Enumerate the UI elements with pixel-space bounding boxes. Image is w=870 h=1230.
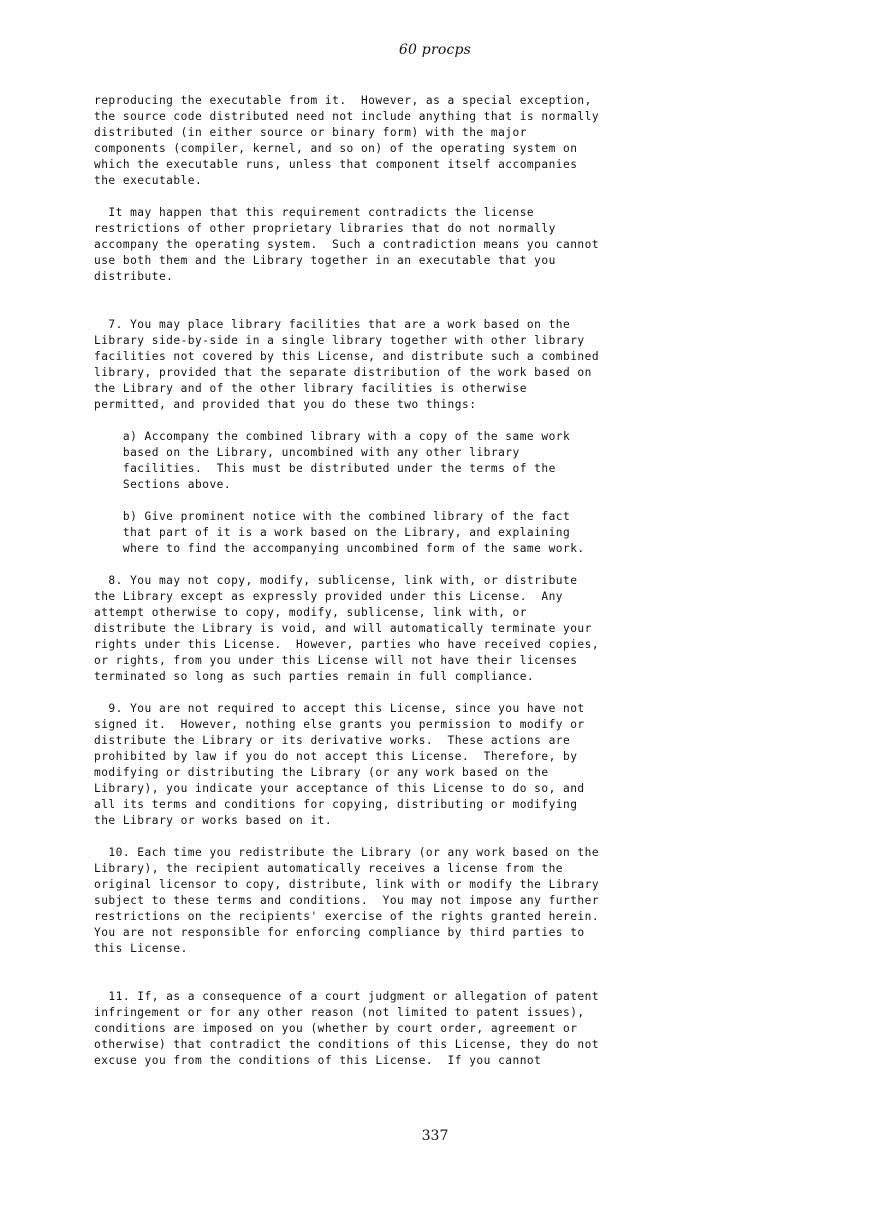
blank-line — [94, 685, 794, 701]
text-line: attempt otherwise to copy, modify, sublicense, link with, or — [94, 606, 527, 619]
text-line: based on the Library, uncombined with any other library — [94, 446, 520, 459]
text-line: restrictions on the recipients' exercise of the rights granted herein. — [94, 910, 600, 923]
text-line: components (compiler, kernel, and so on) of the operating system on — [94, 142, 578, 155]
text-line: excuse you from the conditions of this License. If you cannot — [94, 1054, 542, 1067]
blank-line — [94, 957, 794, 973]
text-line: which the executable runs, unless that component itself accompanies — [94, 158, 578, 171]
text-line: modifying or distributing the Library (or any work based on the — [94, 766, 549, 779]
text-line: signed it. However, nothing else grants you permission to modify or — [94, 718, 585, 731]
text-line: the Library except as expressly provided under this License. Any — [94, 590, 564, 603]
text-line: 7. You may place library facilities that are a work based on the — [94, 318, 571, 331]
text-line: 8. You may not copy, modify, sublicense, link with, or distribute — [94, 574, 578, 587]
blank-line — [94, 829, 794, 845]
blank-line — [94, 413, 794, 429]
text-line: Library), you indicate your acceptance of this License to do so, and — [94, 782, 585, 795]
license-text-body — [94, 93, 794, 1069]
text-line: b) Give prominent notice with the combined library of the fact — [94, 510, 571, 523]
text-line: It may happen that this requirement contradicts the license — [94, 206, 535, 219]
text-line: 10. Each time you redistribute the Library (or any work based on the — [94, 846, 600, 859]
text-line: the source code distributed need not include anything that is normally — [94, 110, 600, 123]
blank-line — [94, 285, 794, 301]
text-line: distribute. — [94, 270, 174, 283]
text-line: this License. — [94, 942, 188, 955]
text-line: prohibited by law if you do not accept this License. Therefore, by — [94, 750, 578, 763]
text-line: that part of it is a work based on the Library, and explaining — [94, 526, 571, 539]
blank-line — [94, 973, 794, 989]
text-line: or rights, from you under this License will not have their licenses — [94, 654, 578, 667]
text-line: Library side-by-side in a single library together with other library — [94, 334, 585, 347]
text-line: otherwise) that contradict the conditions of this License, they do not — [94, 1038, 600, 1051]
text-line: 11. If, as a consequence of a court judgment or allegation of patent — [94, 990, 600, 1003]
blank-line — [94, 557, 794, 573]
text-line: infringement or for any other reason (not limited to patent issues), — [94, 1006, 585, 1019]
text-line: the Library or works based on it. — [94, 814, 333, 827]
text-line: where to find the accompanying uncombined form of the same work. — [94, 542, 585, 555]
text-line: library, provided that the separate distribution of the work based on — [94, 366, 592, 379]
text-line: Library), the recipient automatically receives a license from the — [94, 862, 564, 875]
text-line: terminated so long as such parties remain in full compliance. — [94, 670, 535, 683]
text-line: all its terms and conditions for copying, distributing or modifying — [94, 798, 578, 811]
blank-line — [94, 493, 794, 509]
blank-line — [94, 189, 794, 205]
text-line: distributed (in either source or binary form) with the major — [94, 126, 527, 139]
text-line: rights under this License. However, parties who have received copies, — [94, 638, 600, 651]
text-line: the executable. — [94, 174, 203, 187]
text-line: Sections above. — [94, 478, 232, 491]
text-line: You are not responsible for enforcing compliance by third parties to — [94, 926, 585, 939]
blank-line — [94, 301, 794, 317]
text-line: restrictions of other proprietary libraries that do not normally — [94, 222, 556, 235]
text-line: distribute the Library is void, and will automatically terminate your — [94, 622, 592, 635]
text-line: a) Accompany the combined library with a copy of the same work — [94, 430, 571, 443]
running-header: 60 procps — [398, 42, 472, 58]
text-line: reproducing the executable from it. However, as a special exception, — [94, 94, 592, 107]
text-line: 9. You are not required to accept this License, since you have not — [94, 702, 585, 715]
text-line: permitted, and provided that you do these two things: — [94, 398, 477, 411]
text-line: accompany the operating system. Such a contradiction means you cannot — [94, 238, 600, 251]
text-line: facilities. This must be distributed under the terms of the — [94, 462, 556, 475]
page-number: 337 — [421, 1128, 449, 1144]
text-line: use both them and the Library together in an executable that you — [94, 254, 556, 267]
text-line: the Library and of the other library facilities is otherwise — [94, 382, 527, 395]
text-line: distribute the Library or its derivative works. These actions are — [94, 734, 571, 747]
text-line: facilities not covered by this License, and distribute such a combined — [94, 350, 600, 363]
text-line: conditions are imposed on you (whether by court order, agreement or — [94, 1022, 578, 1035]
text-line: subject to these terms and conditions. You may not impose any further — [94, 894, 600, 907]
text-line: original licensor to copy, distribute, link with or modify the Library — [94, 878, 600, 891]
